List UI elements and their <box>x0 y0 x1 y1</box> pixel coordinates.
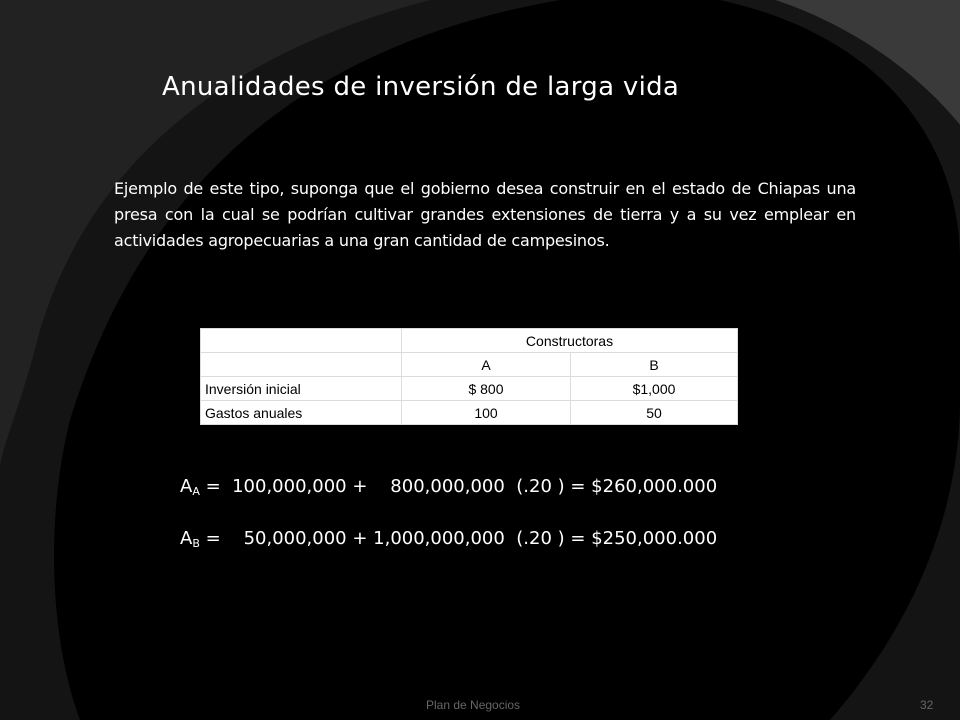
row-label: Gastos anuales <box>201 401 402 425</box>
slide-title: Anualidades de inversión de larga vida <box>162 72 680 102</box>
cell-a: 100 <box>402 401 571 425</box>
table-subheader-row <box>201 353 738 377</box>
equation-b-rhs: = 50,000,000 + 1,000,000,000 (.20 ) = $250,000.000 <box>199 528 718 549</box>
table-empty-cell <box>201 353 402 377</box>
cell-b: 50 <box>571 401 738 425</box>
footer-text: Plan de Negocios <box>426 698 521 712</box>
column-a-header: A <box>402 353 571 377</box>
cell-b: $1,000 <box>571 377 738 401</box>
intro-paragraph: Ejemplo de este tipo, suponga que el gobierno desea construir en el estado de Chiapas una presa con la cual se podrían cultivar grandes extensiones de tierra y a su vez emplear en actividades agropecuarias a una gran cantidad de campesinos. <box>114 179 856 250</box>
table-row <box>201 401 738 425</box>
constructoras-header: Constructoras <box>402 329 738 353</box>
equation-a-rhs: = 100,000,000 + 800,000,000 (.20 ) = $260,000.000 <box>199 476 718 497</box>
equation-a <box>180 476 717 498</box>
equation-a-subscript: A <box>192 485 200 498</box>
cell-a: $ 800 <box>402 377 571 401</box>
page-number: 32 <box>920 698 934 712</box>
equation-b-subscript: B <box>192 537 200 550</box>
column-b-header: B <box>571 353 738 377</box>
table-row <box>201 377 738 401</box>
equation-a-lhs: A <box>180 476 193 497</box>
equation-b-lhs: A <box>180 528 193 549</box>
constructoras-table <box>200 328 738 425</box>
row-label: Inversión inicial <box>201 377 402 401</box>
table-corner-cell <box>201 329 402 353</box>
table-header-row <box>201 329 738 353</box>
equation-b <box>180 528 717 550</box>
